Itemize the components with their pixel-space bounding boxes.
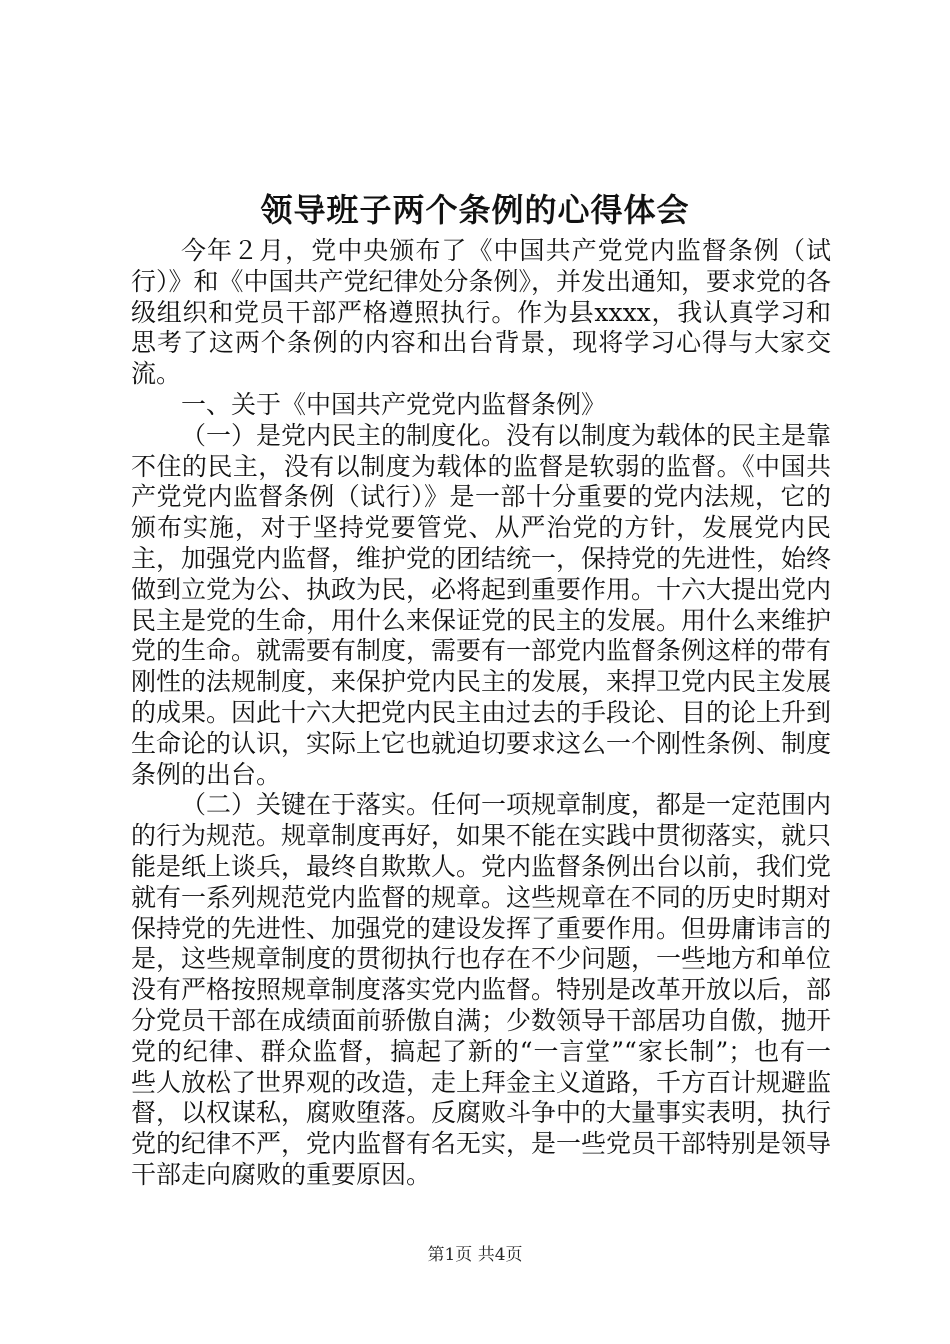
page-footer: 第1页 共4页 [427,1245,523,1265]
section-heading: 一、关于《中国共产党党内监督条例》 [181,389,607,419]
subsection-paragraph-2: （二）关键在于落实。任何一项规章制度，都是一定范围内的行为规范。规章制度再好，如果不能在实践中贯彻落实，就只能是纸上谈兵，最终自欺欺人。党内监督条例出台以前，我们党就有一系列规范党内监督的规章。这些规章在不同的历史时期对保持党的先进性、加强党的建设发挥了重要作用。但毋庸讳言的是，这些规章制度的贯彻执行也存在不少问题，一些地方和单位没有严格按照规章制度落实党内监督。特别是改革开放以后，部分党员干部在成绩面前骄傲自满；少数领导干部居功自傲，抛开党的纪律、群众监督，搞起了新的“一言堂”“家长制”；也有一些人放松了世界观的改造，走上拜金主义道路，千方百计规避监督，以权谋私，腐败堕落。反腐败斗争中的大量事实表明，执行党的纪律不严，党内监督有名无实，是一些党员干部特别是领导干部走向腐败的重要原因。 [131,790,832,1189]
intro-paragraph: 今年２月，党中央颁布了《中国共产党党内监督条例（试行）》和《中国共产党纪律处分条例》，并发出通知，要求党的各级组织和党员干部严格遵照执行。作为县xxxx，我认真学习和思考了这两个条例的内容和出台背景，现将学习心得与大家交流。 [131,236,832,389]
document-title: 领导班子两个条例的心得体会 [260,191,690,229]
subsection-paragraph-1: （一）是党内民主的制度化。没有以制度为载体的民主是靠不住的民主，没有以制度为载体的监督是软弱的监督。《中国共产党党内监督条例（试行）》是一部十分重要的党内法规，它的颁布实施，对于坚持党要管党、从严治党的方针，发展党内民主，加强党内监督，维护党的团结统一，保持党的先进性，始终做到立党为公、执政为民，必将起到重要作用。十六大提出党内民主是党的生命，用什么来保证党的民主的发展。用什么来维护党的生命。就需要有制度，需要有一部党内监督条例这样的带有刚性的法规制度，来保护党内民主的发展，来捍卫党内民主发展的成果。因此十六大把党内民主由过去的手段论、目的论上升到生命论的认识，实际上它也就迫切要求这么一个刚性条例、制度条例的出台。 [131,420,832,789]
document-body [131,236,831,1191]
